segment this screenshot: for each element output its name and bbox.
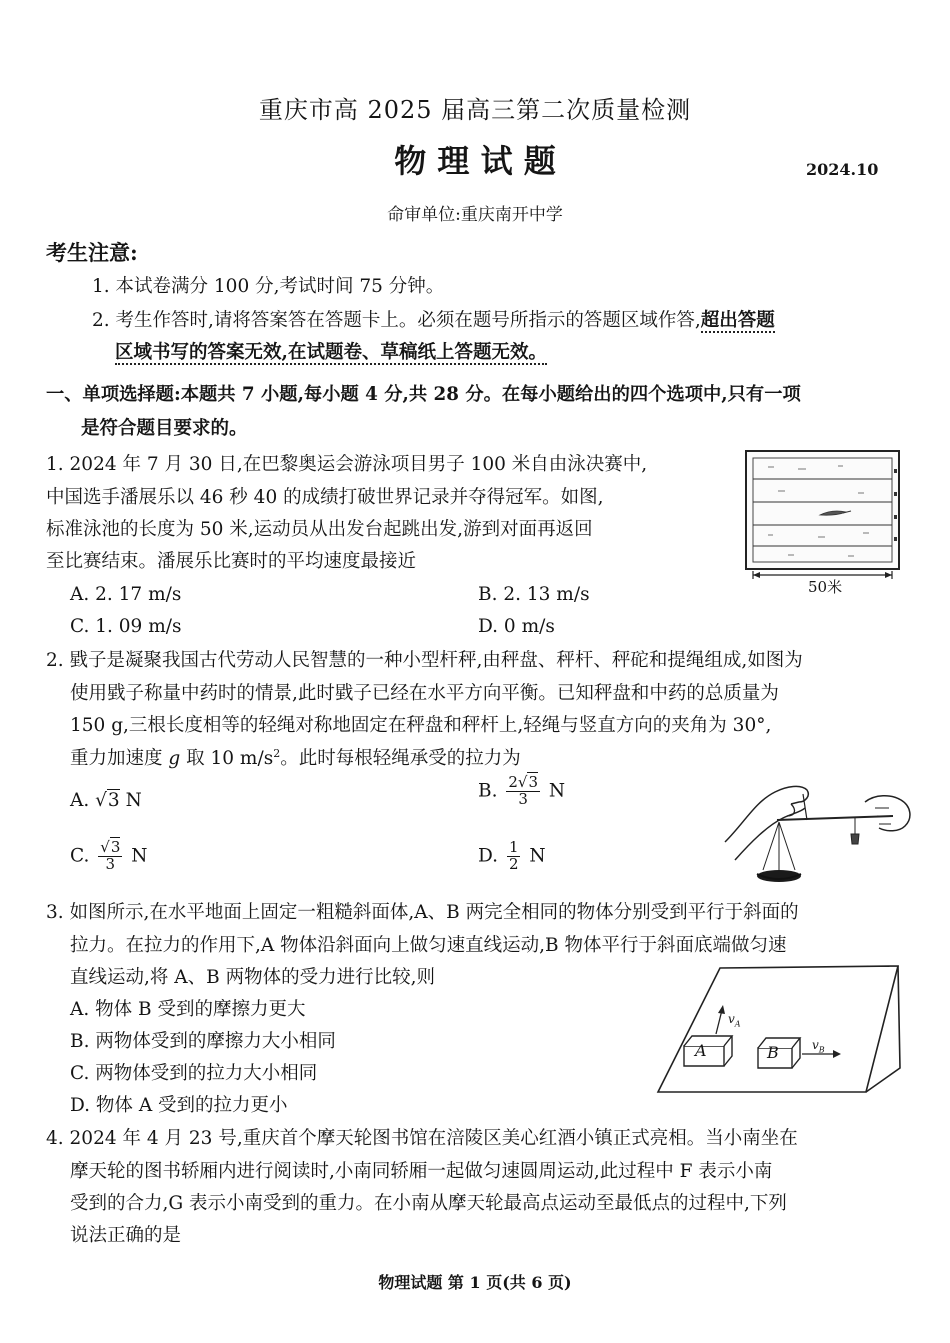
q4-line-3: 受到的合力,G 表示小南受到的重力。在小南从摩天轮最高点运动至最低点的过程中,下列 [70, 1193, 787, 1214]
incline-figure [650, 960, 910, 1100]
q2-option-c-unit: N [125, 845, 148, 867]
q2-option-d-prefix: D. [478, 845, 504, 867]
q2-option-d-den: 2 [508, 854, 519, 873]
q2-option-c-den: 3 [105, 854, 116, 873]
q1-line-2: 中国选手潘展乐以 46 秒 40 的成绩打破世界记录并夺得冠军。如图, [46, 487, 604, 508]
exam-date: 2024.10 [806, 160, 879, 179]
velocity-b-symbol: v [812, 1038, 819, 1052]
q1-option-a: A. 2. 17 m/s [70, 584, 182, 605]
q2-line-1: 2. 戥子是凝聚我国古代劳动人民智慧的一种小型杆秤,由秤盘、秤杆、秤砣和提绳组成,如图为 [46, 650, 803, 671]
q2-line-4-c: 。此时每根轻绳承受的拉力为 [280, 748, 521, 770]
q3-option-a: A. 物体 B 受到的摩擦力更大 [70, 999, 306, 1020]
velocity-b-label [812, 1038, 825, 1055]
q2-option-b-fraction: $\frac{2√3}{3}$ [508, 773, 539, 808]
pool-figure [738, 447, 908, 597]
q2-line-2: 使用戥子称量中药时的情景,此时戥子已经在水平方向平衡。已知秤盘和中药的总质量为 [70, 683, 779, 704]
velocity-b-sub: B [818, 1045, 825, 1055]
q4-line-1: 4. 2024 年 4 月 23 号,重庆首个摩天轮图书馆在涪陵区美心红酒小镇正式亮相。当小南坐在 [46, 1128, 798, 1149]
subject-title: 物 理 试 题 [394, 142, 556, 180]
q2-option-d [478, 840, 546, 873]
notice-heading: 考生注意: [46, 240, 138, 265]
steelyard-figure [715, 772, 915, 892]
velocity-a-label [728, 1012, 741, 1029]
block-a-label: A [695, 1041, 707, 1060]
q3-line-2: 拉力。在拉力的作用下,A 物体沿斜面向上做匀速直线运动,B 物体平行于斜面底端做匀速 [70, 935, 787, 956]
q3-option-b: B. 两物体受到的摩擦力大小相同 [70, 1031, 336, 1052]
q2-line-4-sup: 2 [273, 747, 281, 760]
q2-option-d-fraction [507, 840, 521, 873]
q2-option-b-radicand: 3 [528, 773, 539, 791]
notice-item-2-emph: 超出答题 [700, 310, 775, 331]
q2-line-4-b: 取 10 m/s [180, 748, 274, 770]
notice-item-1: 1. 本试卷满分 100 分,考试时间 75 分钟。 [92, 276, 445, 297]
q1-line-4: 至比赛结束。潘展乐比赛时的平均速度最接近 [46, 551, 417, 572]
q3-option-d: D. 物体 A 受到的拉力更小 [70, 1095, 288, 1116]
pool-length-label: 50米 [808, 578, 843, 596]
q1-line-3: 标准泳池的长度为 50 米,运动员从出发台起跳出发,游到对面再返回 [46, 519, 593, 540]
velocity-a-symbol: v [728, 1012, 735, 1026]
q2-option-c [70, 840, 147, 873]
q2-option-b-unit: N [543, 780, 566, 802]
q1-option-c: C. 1. 09 m/s [70, 616, 182, 637]
block-b-label: B [767, 1043, 779, 1062]
q3-option-c: C. 两物体受到的拉力大小相同 [70, 1063, 318, 1084]
q3-line-3: 直线运动,将 A、B 两物体的受力进行比较,则 [70, 967, 435, 988]
q1-option-d: D. 0 m/s [478, 616, 555, 637]
notice-item-2-line2 [115, 342, 547, 364]
page-footer: 物理试题 第 1 页(共 6 页) [378, 1273, 572, 1292]
q2-symbol-g: g [168, 748, 181, 770]
q2-option-a-radicand: 3 [107, 790, 120, 811]
q2-option-a: A. √3 N [70, 790, 142, 811]
q2-line-4-a: 重力加速度 [70, 748, 169, 770]
q1-option-b: B. 2. 13 m/s [478, 584, 590, 605]
q2-option-d-unit: N [523, 845, 546, 867]
q2-option-b-prefix: B. [478, 780, 504, 802]
q2-option-a-prefix: A. [70, 790, 96, 811]
q2-line-4 [70, 747, 521, 770]
section-1-line1: 一、单项选择题:本题共 7 小题,每小题 4 分,共 28 分。在每小题给出的四个选项中,只有一项 [46, 384, 801, 405]
q2-option-b-coef: 2 [508, 773, 518, 791]
notice-item-2-line1 [92, 310, 775, 332]
exam-title: 重庆市高 2025 届高三第二次质量检测 [258, 96, 692, 124]
q2-option-c-radicand: 3 [110, 838, 121, 856]
notice-item-2-emph-2: 区域书写的答案无效,在试题卷、草稿纸上答题无效。 [115, 342, 547, 363]
q2-option-c-fraction: $\frac{√3}{3}$ [100, 838, 121, 873]
velocity-a-sub: A [734, 1019, 741, 1029]
q2-option-a-unit: N [119, 790, 142, 811]
setter-unit: 命审单位:重庆南开中学 [387, 205, 563, 225]
q4-line-4: 说法正确的是 [70, 1225, 182, 1246]
q1-line-1: 1. 2024 年 7 月 30 日,在巴黎奥运会游泳项目男子 100 米自由泳决赛中, [46, 454, 648, 475]
section-1-line2: 是符合题目要求的。 [81, 418, 248, 439]
q2-option-b-den: 3 [518, 789, 528, 808]
q2-option-c-prefix: C. [70, 845, 96, 867]
q2-line-3: 150 g,三根长度相等的轻绳对称地固定在秤盘和秤杆上,轻绳与竖直方向的夹角为 30°, [70, 715, 772, 736]
notice-item-2-text: 2. 考生作答时,请将答案答在答题卡上。必须在题号所指示的答题区域作答, [92, 310, 701, 331]
q3-line-1: 3. 如图所示,在水平地面上固定一粗糙斜面体,A、B 两完全相同的物体分别受到平行于斜面的 [46, 902, 799, 923]
q2-option-d-num: 1 [508, 838, 519, 856]
q2-option-b [478, 775, 565, 808]
q4-line-2: 摩天轮的图书轿厢内进行阅读时,小南同轿厢一起做匀速圆周运动,此过程中 F 表示小南 [70, 1161, 773, 1182]
